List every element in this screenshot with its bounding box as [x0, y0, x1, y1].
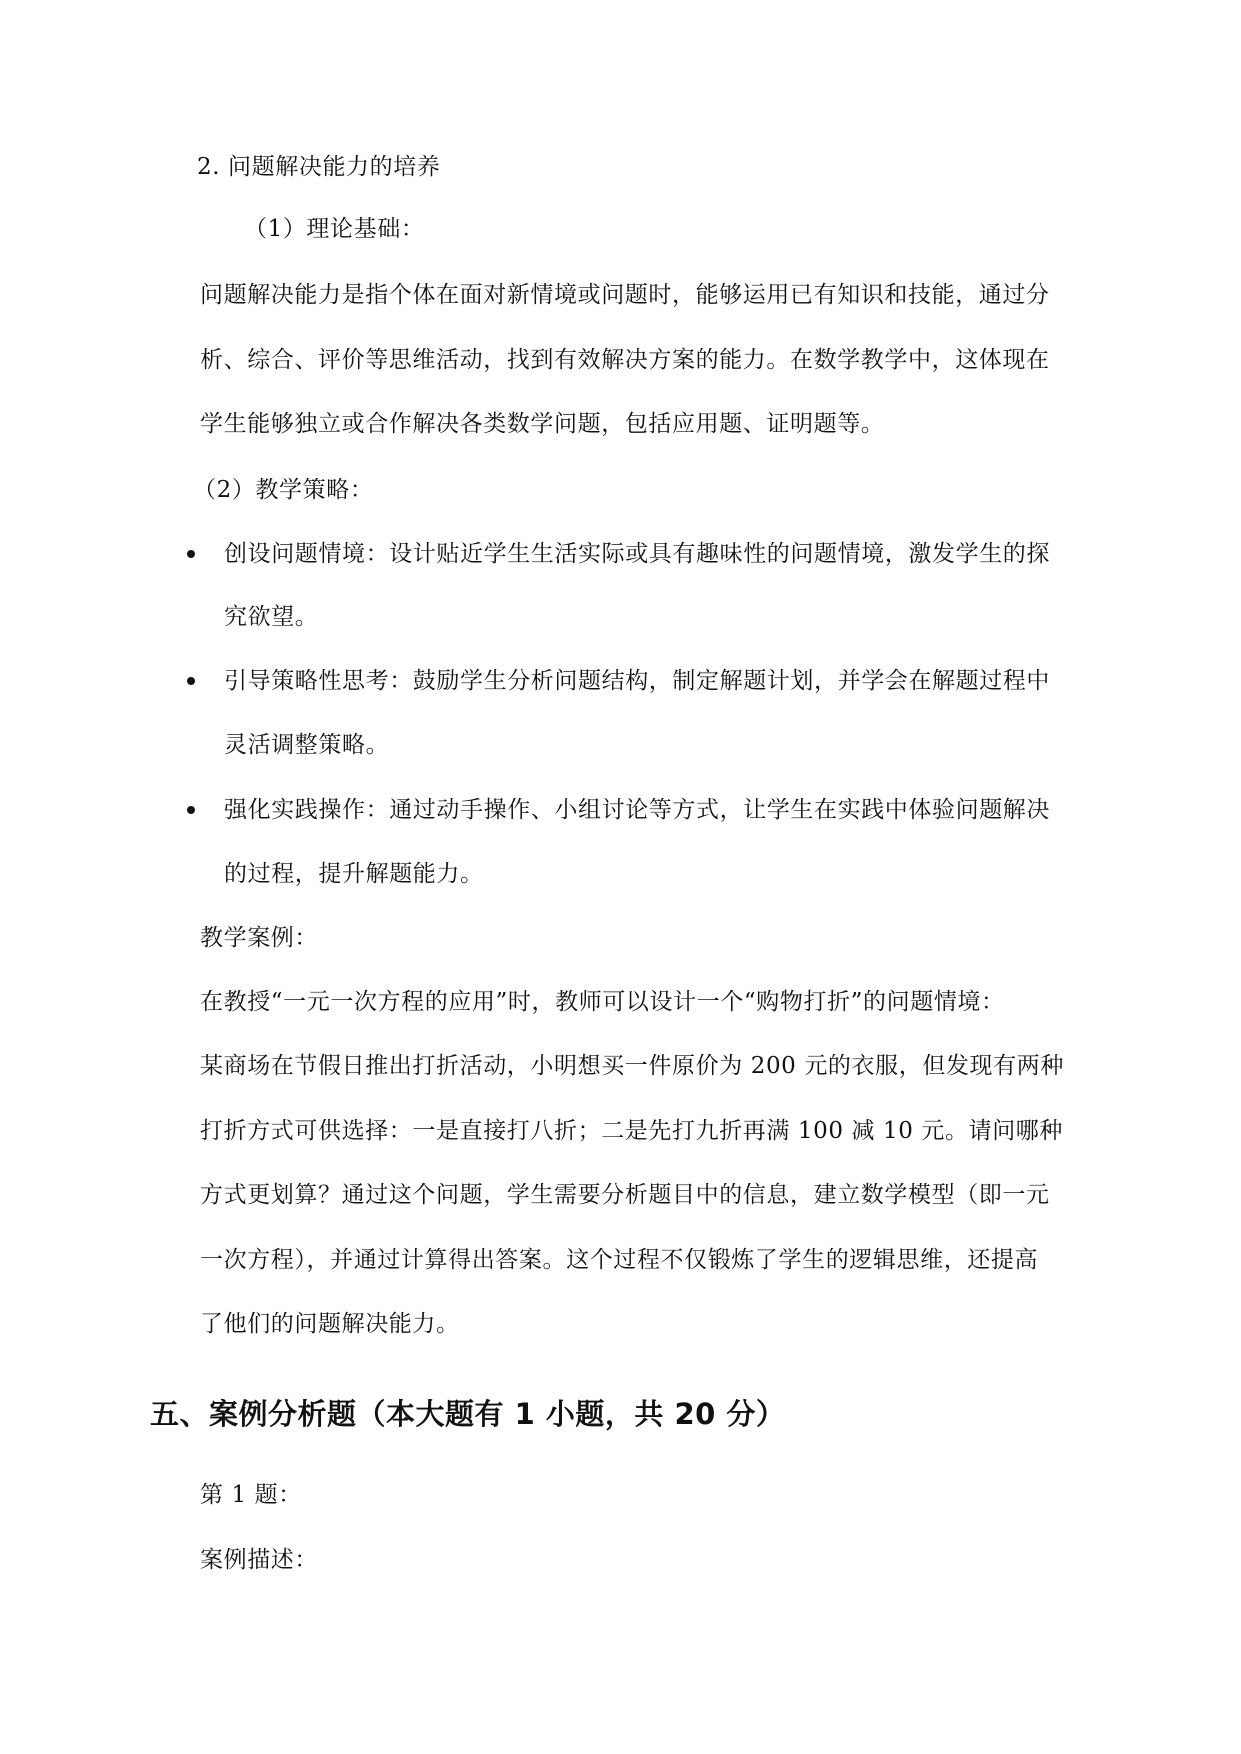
- section-heading: 五、案例分析题（本大题有 1 小题，共 20 分）: [150, 1397, 786, 1431]
- theory-paragraph-line: 析、综合、评价等思维活动，找到有效解决方案的能力。在数学教学中，这体现在: [200, 347, 1050, 373]
- case-paragraph-line: 方式更划算？通过这个问题，学生需要分析题目中的信息，建立数学模型（即一元: [200, 1182, 1050, 1208]
- bullet-item-line: 灵活调整策略。: [224, 732, 390, 758]
- bullet-item-line: 的过程，提升解题能力。: [224, 861, 484, 887]
- case-paragraph-line: 打折方式可供选择：一是直接打八折；二是先打九折再满 100 减 10 元。请问哪种: [200, 1118, 1064, 1144]
- bullet-item-line: 引导策略性思考：鼓励学生分析问题结构，制定解题计划，并学会在解题过程中: [224, 668, 1050, 694]
- bullet-item-line: 强化实践操作：通过动手操作、小组讨论等方式，让学生在实践中体验问题解决: [224, 797, 1050, 823]
- strategy-label: （2）教学策略：: [193, 477, 374, 503]
- bullet-dot-icon: [187, 806, 195, 814]
- case-paragraph-line: 了他们的问题解决能力。: [200, 1311, 460, 1337]
- bullet-item-line: 究欲望。: [224, 604, 319, 630]
- bullet-dot-icon: [187, 677, 195, 685]
- theory-label: （1）理论基础：: [244, 216, 425, 242]
- case-description-label: 案例描述：: [200, 1547, 318, 1573]
- bullet-dot-icon: [187, 550, 195, 558]
- subsection-heading: 2. 问题解决能力的培养: [197, 154, 441, 180]
- case-paragraph-line: 在教授“一元一次方程的应用”时，教师可以设计一个“购物打折”的问题情境：: [200, 989, 1005, 1015]
- case-paragraph-line: 某商场在节假日推出打折活动，小明想买一件原价为 200 元的衣服，但发现有两种: [200, 1053, 1064, 1079]
- theory-paragraph-line: 学生能够独立或合作解决各类数学问题，包括应用题、证明题等。: [200, 411, 885, 437]
- bullet-item-line: 创设问题情境：设计贴近学生生活实际或具有趣味性的问题情境，激发学生的探: [224, 541, 1050, 567]
- case-paragraph-line: 一次方程），并通过计算得出答案。这个过程不仅锻炼了学生的逻辑思维，还提高: [200, 1247, 1039, 1273]
- question-label: 第 1 题：: [200, 1482, 302, 1508]
- case-label: 教学案例：: [200, 925, 318, 951]
- theory-paragraph-line: 问题解决能力是指个体在面对新情境或问题时，能够运用已有知识和技能，通过分: [200, 282, 1050, 308]
